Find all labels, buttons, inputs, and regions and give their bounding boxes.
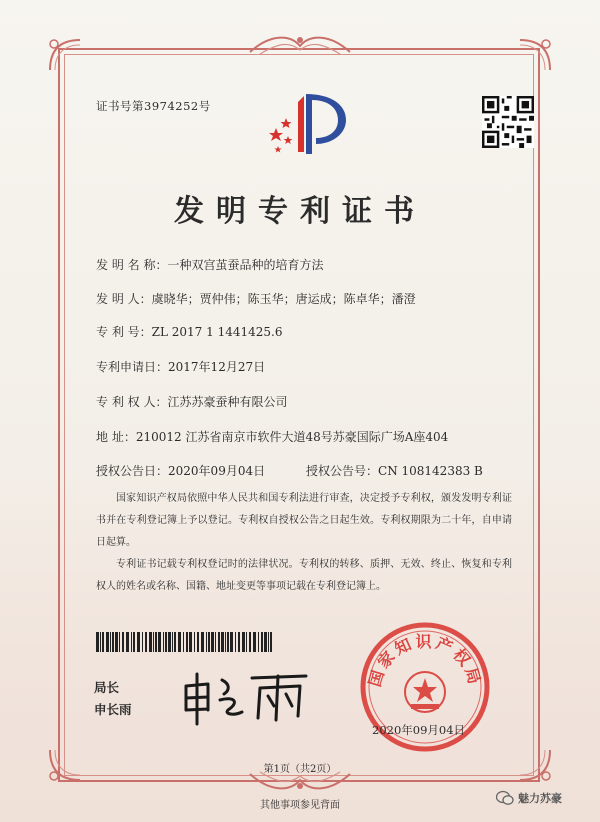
signer-name: 申长雨 — [94, 702, 132, 717]
field-label: 发 明 名 称： — [96, 258, 168, 272]
patentee-field — [96, 393, 287, 410]
field-label: 专 利 号： — [96, 325, 152, 339]
grant-statement-paragraph: 国家知识产权局依照中华人民共和国专利法进行审查，决定授予专利权，颁发发明专利证书并在专利登记簿上予以登记。专利权自授权公告之日起生效。专利权期限为二十年，自申请日起算。 — [96, 493, 512, 548]
qr-code-icon — [482, 96, 534, 148]
address-field — [96, 428, 448, 445]
chat-bubble-icon — [496, 790, 514, 806]
page-number: 第1页（共2页） — [263, 764, 337, 775]
field-label: 专利申请日： — [96, 360, 169, 374]
field-label: 授权公告日： — [96, 464, 169, 478]
field-value: 江苏苏豪蚕种有限公司 — [167, 395, 288, 409]
signer-title: 局长 — [94, 680, 120, 695]
field-label: 授权公告号： — [306, 464, 379, 478]
field-value: ZL 2017 1 1441425.6 — [151, 325, 283, 339]
grant-date-field — [96, 462, 265, 479]
field-value: 2017年12月27日 — [168, 360, 266, 374]
inventors-field — [96, 290, 416, 307]
seal-text: 国家知识产权局 — [364, 632, 486, 689]
field-label: 专 利 权 人： — [96, 395, 168, 409]
document-title: 发明专利证书 — [174, 194, 426, 229]
corner-ornament-icon — [516, 36, 554, 74]
certificate-number: 证书号第3974252号 — [96, 99, 211, 113]
legal-status-paragraph: 专利证书记载专利权登记时的法律状况。专利权的转移、质押、无效、终止、恢复和专利权人的姓名或名称、国籍、地址变更等事项记载在专利登记簿上。 — [96, 559, 512, 592]
field-value: 一种双宫茧蚕品种的培育方法 — [167, 258, 324, 272]
watermark — [496, 786, 562, 810]
patent-number-field — [96, 323, 282, 340]
corner-ornament-icon — [46, 36, 84, 74]
field-value: 2020年09月04日 — [168, 464, 266, 478]
field-value: CN 108142383 B — [378, 464, 483, 478]
invention-name-field — [96, 256, 323, 273]
filing-date-field — [96, 358, 265, 375]
barcode-icon — [96, 632, 276, 652]
seal-date: 2020年09月04日 — [372, 723, 466, 737]
field-value: 虞晓华；贾仲伟；陈玉华；唐运成；陈卓华；潘澄 — [151, 292, 416, 306]
top-ornament-icon — [240, 32, 360, 58]
field-value: 210012 江苏省南京市软件大道48号苏豪国际广场A座404 — [135, 430, 449, 444]
grant-number-field — [306, 462, 483, 479]
watermark-text: 魅力苏豪 — [518, 792, 562, 805]
patent-office-logo — [262, 88, 352, 158]
field-label: 地 址： — [96, 430, 136, 444]
handwritten-signature — [178, 666, 318, 728]
field-label: 发 明 人： — [96, 292, 152, 306]
footer-note: 其他事项参见背面 — [260, 800, 340, 811]
